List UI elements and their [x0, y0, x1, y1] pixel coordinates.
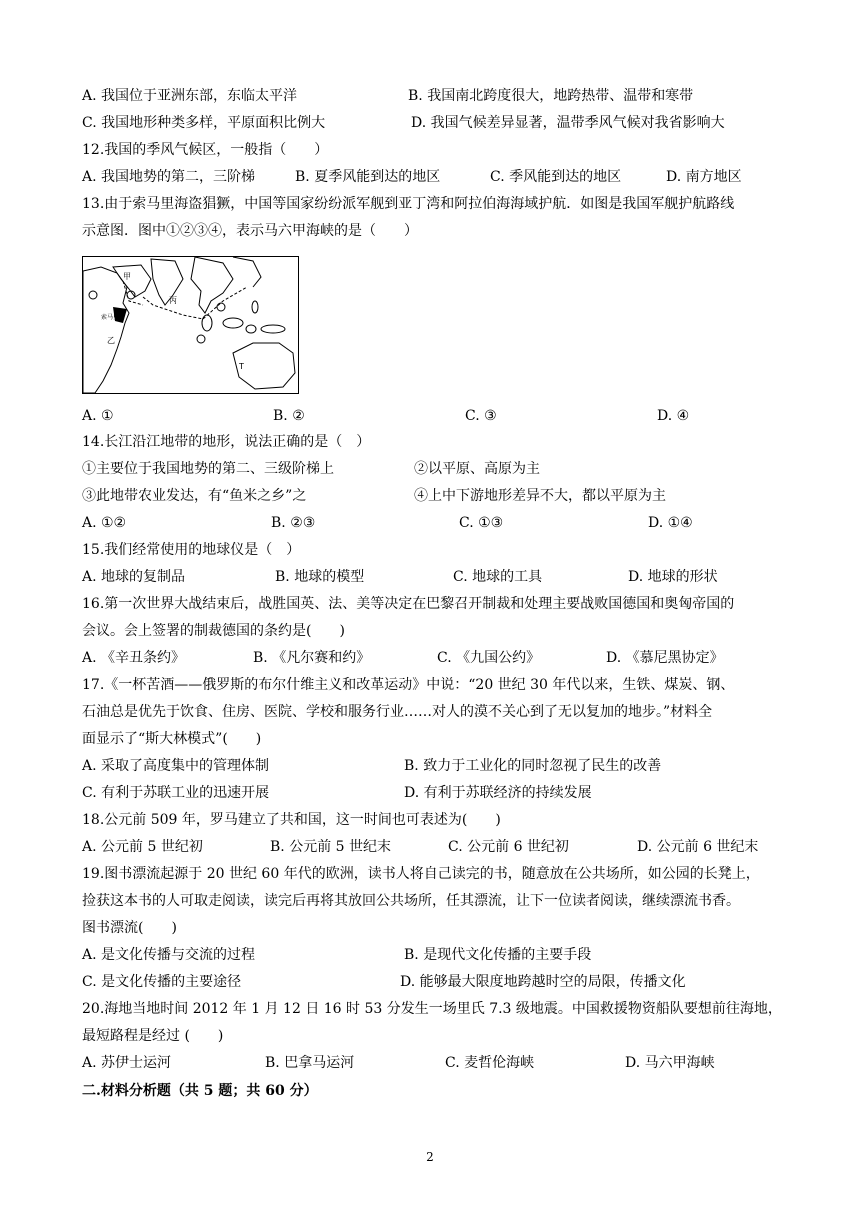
escort-route	[143, 287, 247, 319]
new-guinea-island	[261, 325, 285, 333]
q12-option-d: D. 南方地区	[666, 169, 742, 185]
q15-option-b: B. 地球的模型	[275, 569, 365, 585]
page-number: 2	[426, 1150, 434, 1164]
q16-option-b: B. 《凡尔赛和约》	[253, 650, 371, 666]
philippines-island	[252, 301, 258, 313]
q18-stem: 18.公元前 509 年，罗马建立了共和国，这一时间也可表述为( )	[82, 812, 501, 828]
q11-option-b: B. 我国南北跨度很大，地跨热带、温带和寒带	[408, 88, 694, 104]
q13-option-c: C. ③	[465, 408, 497, 424]
q16-stem-line1: 16.第一次世界大战结束后，战胜国英、法、美等决定在巴黎召开制裁和处理主要战败国德国和奥匈帝国的	[82, 596, 735, 612]
borneo-island	[223, 318, 243, 328]
map-label-bing: 丙	[169, 296, 177, 305]
q17-stem-line2: 石油总是优先于饮食、住房、医院、学校和服务行业……对人的漠不关心到了无以复加的地步。”材料全	[82, 704, 713, 720]
q19-stem-line3: 图书漂流( )	[82, 920, 177, 936]
east-asia-coast	[233, 257, 261, 287]
q14-stem: 14.长江沿江地带的地形，说法正确的是（ ）	[82, 434, 371, 450]
q15-option-a: A. 地球的复制品	[82, 569, 186, 585]
q18-option-d: D. 公元前 6 世纪末	[637, 839, 759, 855]
q20-option-a: A. 苏伊士运河	[82, 1055, 172, 1071]
q14-option-a: A. ①②	[82, 515, 127, 531]
q13-stem-line1: 13.由于索马里海盗猖獗，中国等国家纷纷派军舰到亚丁湾和阿拉伯海海域护航．如图是我国军舰护航路线	[82, 196, 735, 212]
q14-statement-1: ①主要位于我国地势的第二、三级阶梯上	[82, 461, 334, 477]
q20-option-b: B. 巴拿马运河	[265, 1055, 355, 1071]
q13-option-d: D. ④	[657, 408, 690, 424]
q14-statement-3: ③此地带农业发达，有“鱼米之乡”之	[82, 488, 307, 504]
q17-stem-line1: 17.《一杯苦酒——俄罗斯的布尔什维主义和改革运动》中说：“20 世纪 30 年代以来，生铁、煤炭、钢、	[82, 677, 735, 693]
sumatra-island	[202, 315, 212, 331]
q17-stem-line3: 面显示了“斯大林模式”( )	[82, 731, 262, 747]
q14-option-d: D. ①④	[648, 515, 693, 531]
sulawesi-island	[246, 325, 256, 333]
q19-option-a: A. 是文化传播与交流的过程	[82, 947, 256, 963]
q19-option-c: C. 是文化传播的主要途径	[82, 974, 242, 990]
map-drawing	[83, 257, 298, 393]
q16-option-d: D. 《慕尼黑协定》	[606, 650, 724, 666]
q17-option-c: C. 有利于苏联工业的迅速开展	[82, 785, 270, 801]
q18-option-a: A. 公元前 5 世纪初	[82, 839, 203, 855]
map-label-yi: 乙	[107, 336, 115, 345]
q19-option-b: B. 是现代文化传播的主要手段	[404, 947, 592, 963]
q12-option-b: B. 夏季风能到达的地区	[295, 169, 441, 185]
q13-option-b: B. ②	[273, 408, 305, 424]
southeast-asia-coast	[191, 257, 233, 313]
q12-stem: 12.我国的季风气候区，一般指（ ）	[82, 142, 329, 158]
q14-option-b: B. ②③	[271, 515, 316, 531]
africa-coast	[83, 267, 129, 393]
q16-option-a: A. 《辛丑条约》	[82, 650, 186, 666]
q17-option-d: D. 有利于苏联经济的持续发展	[404, 785, 592, 801]
marker-1	[89, 291, 97, 299]
arabia-coast	[113, 265, 151, 297]
q19-option-d: D. 能够最大限度地跨越时空的局限，传播文化	[400, 974, 686, 990]
section-2-title: 二.材料分析题（共 5 题；共 60 分）	[82, 1083, 318, 1099]
q11-option-a: A. 我国位于亚洲东部，东临太平洋	[82, 88, 298, 104]
map-label-somalia: 索马里	[101, 314, 120, 321]
q15-stem: 15.我们经常使用的地球仪是（ ）	[82, 542, 301, 558]
q16-stem-line2: 会议。会上签署的制裁德国的条约是( )	[82, 623, 345, 639]
q20-stem-line1: 20.海地当地时间 2012 年 1 月 12 日 16 时 53 分发生一场里氏 7.3 级地震。中国救援物资船队要想前往海地，	[82, 1001, 782, 1017]
navy-escort-route-map	[82, 256, 299, 394]
q18-option-c: C. 公元前 6 世纪初	[448, 839, 569, 855]
q17-option-a: A. 采取了高度集中的管理体制	[82, 758, 270, 774]
q20-option-c: C. 麦哲伦海峡	[445, 1055, 535, 1071]
q17-option-b: B. 致力于工业化的同时忽视了民生的改善	[404, 758, 662, 774]
q13-stem-line2: 示意图．图中①②③④，表示马六甲海峡的是（ ）	[82, 223, 418, 239]
q12-option-a: A. 我国地势的第二，三阶梯	[82, 169, 256, 185]
marker-4	[197, 335, 205, 343]
q20-stem-line2: 最短路程是经过 ( )	[82, 1028, 224, 1044]
map-label-t: T	[239, 362, 244, 371]
q19-stem-line2: 捡获这本书的人可取走阅读，读完后再将其放回公共场所，任其漂流，让下一位读者阅读，继续漂流书香。	[82, 893, 740, 909]
q14-statement-2: ②以平原、高原为主	[414, 461, 540, 477]
q14-option-c: C. ①③	[459, 515, 504, 531]
q15-option-c: C. 地球的工具	[453, 569, 543, 585]
marker-3	[217, 303, 225, 311]
map-label-jia: 甲	[123, 272, 131, 281]
india-coast	[151, 259, 183, 305]
q11-option-c: C. 我国地形种类多样，平原面积比例大	[82, 115, 326, 131]
q20-option-d: D. 马六甲海峡	[625, 1055, 715, 1071]
q11-option-d: D. 我国气候差异显著，温带季风气候对我省影响大	[411, 115, 725, 131]
q12-option-c: C. 季风能到达的地区	[490, 169, 622, 185]
q15-option-d: D. 地球的形状	[628, 569, 718, 585]
q16-option-c: C. 《九国公约》	[437, 650, 541, 666]
q14-statement-4: ④上中下游地形差异不大，都以平原为主	[414, 488, 666, 504]
q13-option-a: A. ①	[82, 408, 114, 424]
q18-option-b: B. 公元前 5 世纪末	[270, 839, 391, 855]
q19-stem-line1: 19.图书漂流起源于 20 世纪 60 年代的欧洲，读书人将自己读完的书，随意放在公共场所，如公园的长凳上，	[82, 866, 760, 882]
